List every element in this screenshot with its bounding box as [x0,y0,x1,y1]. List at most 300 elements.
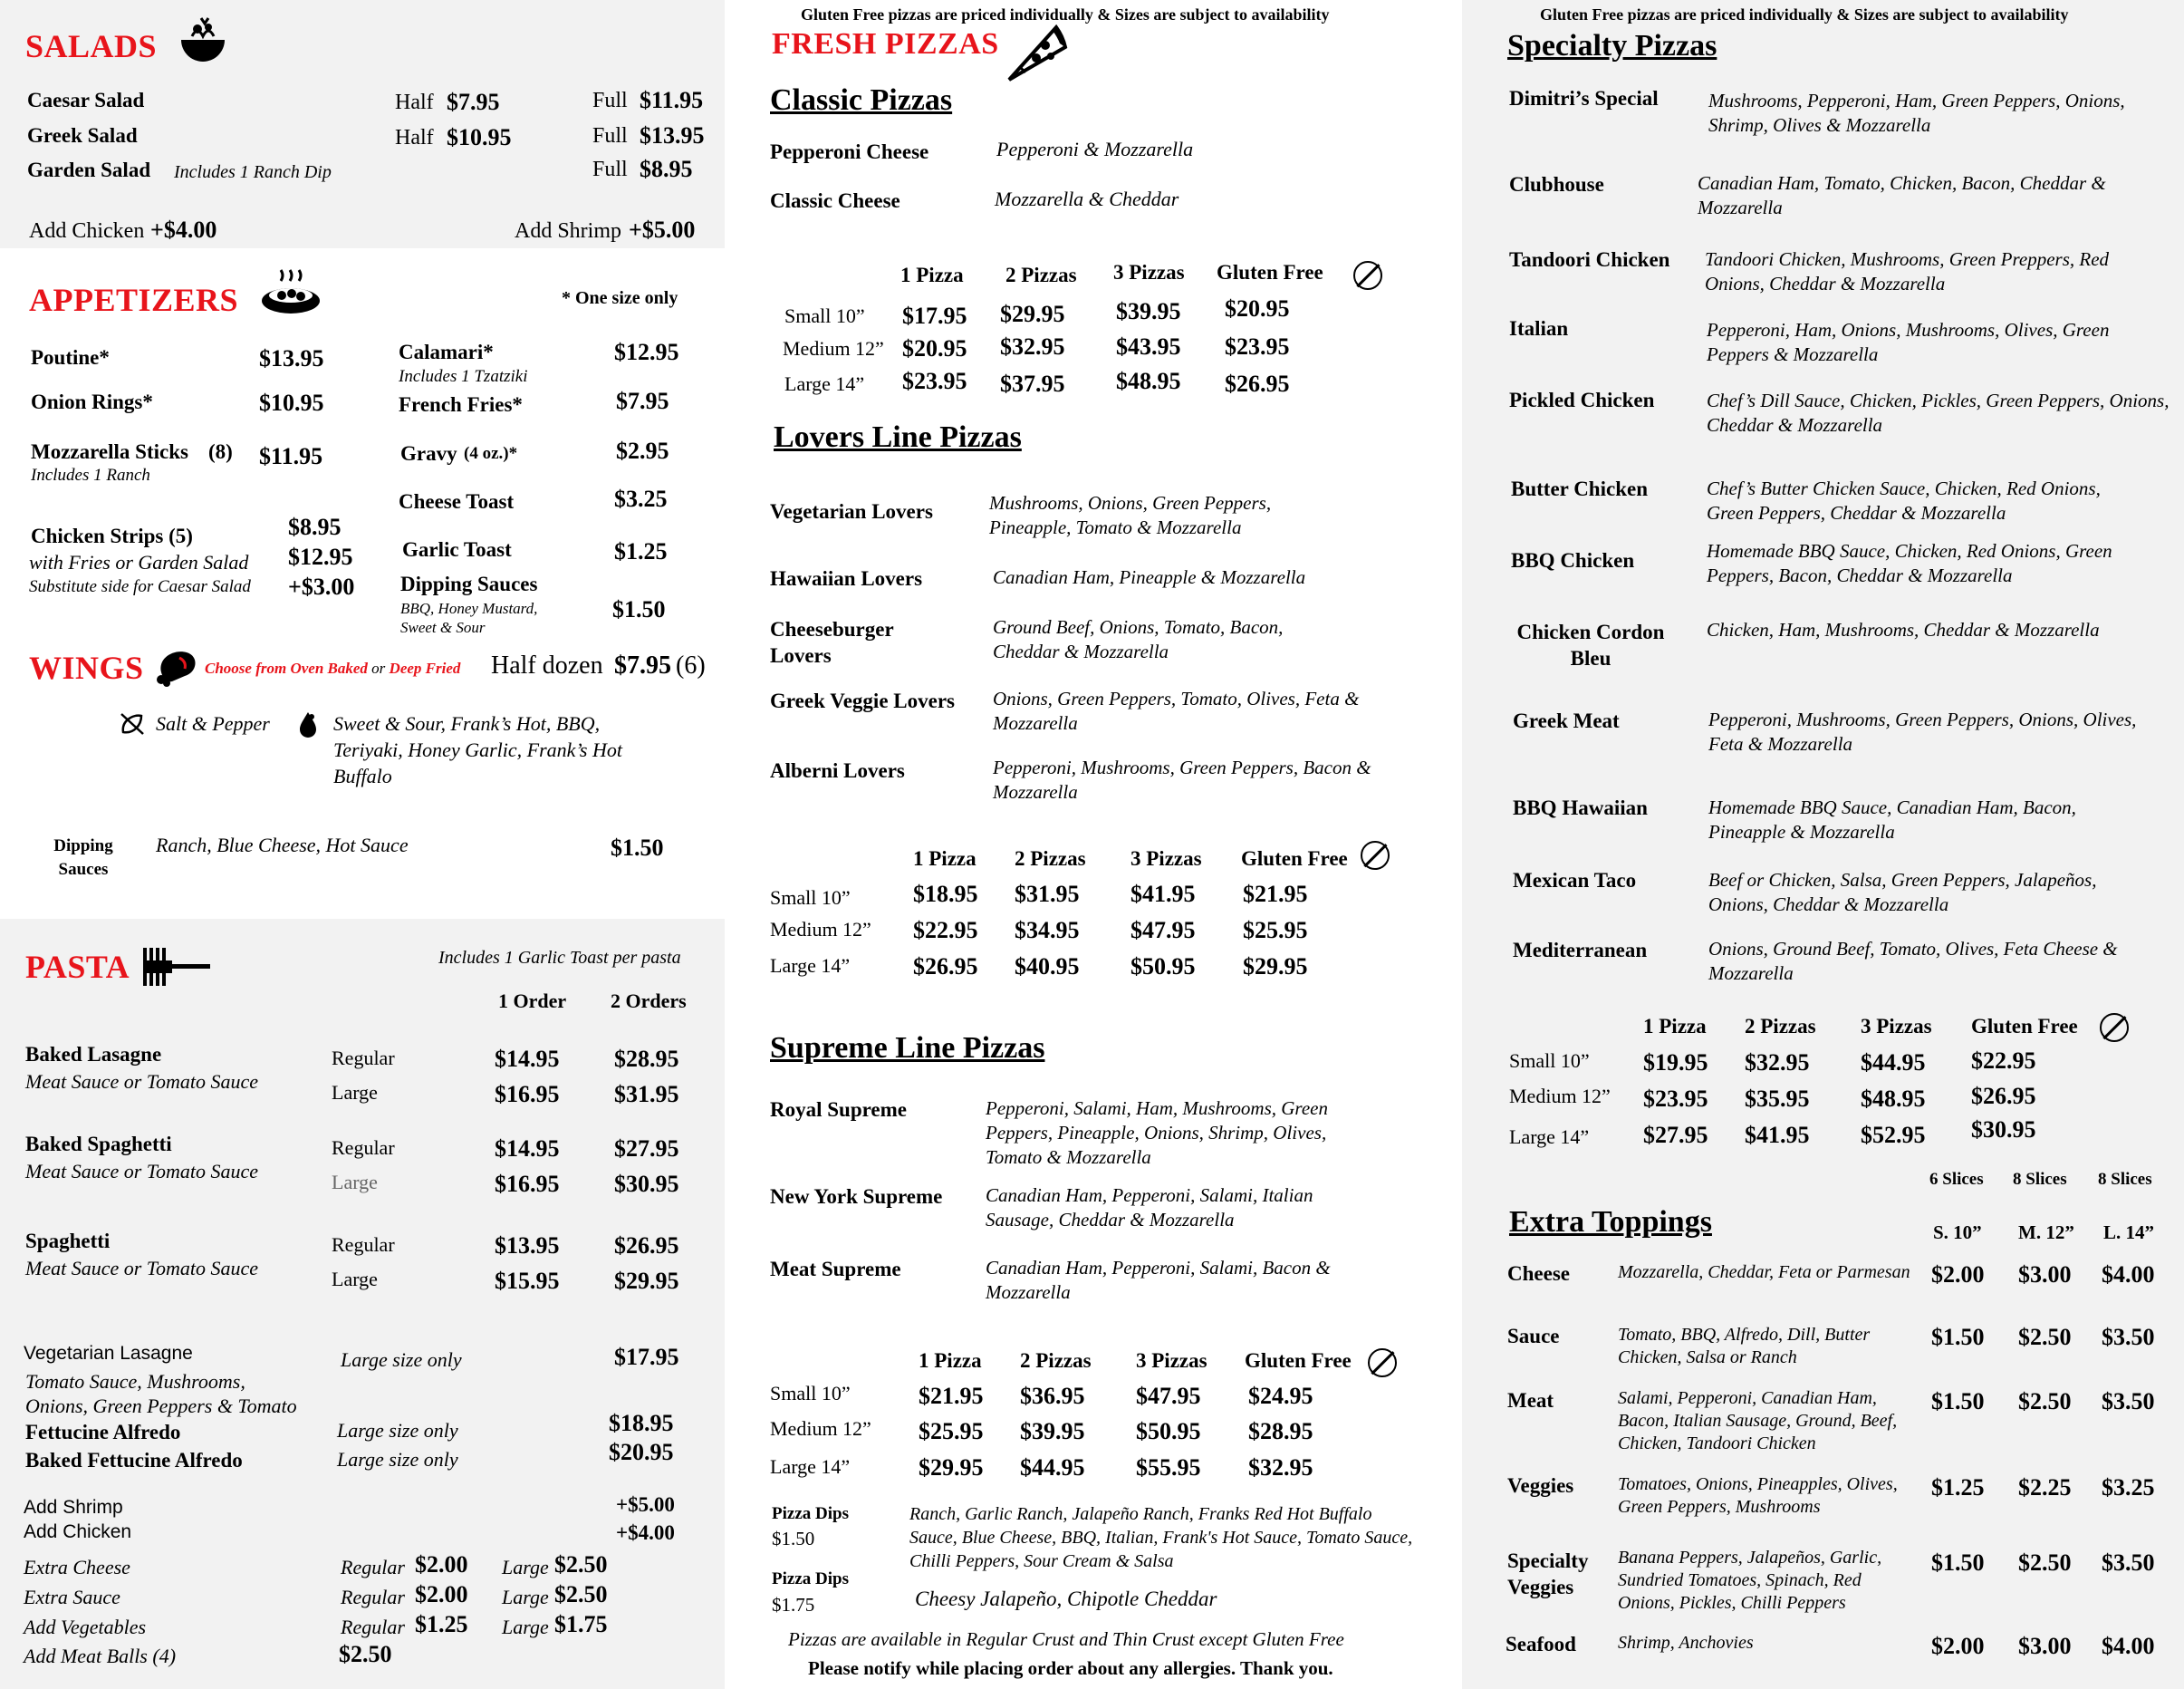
topping-size-header: L. 14” [2103,1221,2155,1243]
salad-half-price: $7.95 [447,89,500,115]
pasta-add-label: Add Chicken [24,1521,132,1542]
pasta-extra-name: Extra Cheese [24,1556,130,1578]
wings-or: or [371,660,386,677]
pizza-price: $21.95 [919,1383,984,1409]
specialty-desc: Canadian Ham, Tomato, Chicken, Bacon, Cheddar & Mozzarella [1698,172,2106,218]
price-col-header: Gluten Free [1971,1015,2078,1038]
allergy-note: Please notify while placing order about any allergies. Thank you. [808,1657,1333,1679]
topping-size-header: S. 10” [1933,1221,1982,1243]
pasta-price: $15.95 [495,1268,560,1294]
pasta-sub: Meat Sauce or Tomato Sauce [25,1160,259,1182]
salad-name: Greek Salad [27,124,138,147]
wings-dip-price: $1.50 [611,835,664,861]
appetizer-price: $11.95 [259,443,323,469]
pasta-price: $30.95 [614,1171,679,1197]
size-label: Large 14” [770,954,851,977]
pasta-sub: Meat Sauce or Tomato Sauce [25,1070,259,1093]
pasta-col-2: 2 Orders [611,989,687,1012]
pasta-extra-price: $1.25 [415,1611,468,1637]
pizza-price: $29.95 [1000,301,1065,327]
pasta-extra-name: Extra Sauce [24,1586,120,1608]
specialty-name: Chicken Cordon Bleu [1516,621,1665,670]
pizza-price: $25.95 [1243,917,1308,943]
appetizer-note: Sweet & Sour [400,619,486,636]
pasta-name: Baked Spaghetti [25,1133,172,1155]
pizza-desc: Canadian Ham, Pineapple & Mozzarella [993,566,1306,588]
pizza-slice-icon [1004,20,1069,85]
appetizer-note: Includes 1 Ranch [31,466,150,485]
pizza-price: $41.95 [1745,1122,1810,1148]
pasta-price: $26.95 [614,1232,679,1259]
topping-price: $3.00 [2018,1633,2072,1659]
pizza-desc: Pepperoni & Mozzarella [996,138,1194,160]
price-col-header: 3 Pizzas [1136,1349,1207,1372]
pizza-name: Pepperoni Cheese [770,140,929,163]
pasta-price: $29.95 [614,1268,679,1294]
wings-title: WINGS [29,650,144,686]
specialty-desc: Pepperoni, Mushrooms, Green Peppers, Onions, Olives, Feta & Mozzarella [1708,709,2137,755]
specialty-name: Clubhouse [1509,173,1604,196]
pizza-price: $28.95 [1248,1418,1313,1444]
size-label: Small 10” [1509,1049,1590,1072]
appetizer-note: BBQ, Honey Mustard, [400,600,538,617]
pizza-name: Greek Veggie Lovers [770,690,955,712]
price-col-header: 3 Pizzas [1113,261,1185,284]
topping-size-header: M. 12” [2018,1221,2074,1243]
pizza-price: $52.95 [1861,1122,1926,1148]
pizza-name: Cheeseburger Lovers [770,618,894,667]
topping-name: Sauce [1507,1325,1560,1347]
pizza-price: $55.95 [1136,1454,1201,1481]
gf-notice: Gluten Free pizzas are priced individually & Sizes are subject to availability [1540,5,2069,24]
pasta-price: $31.95 [614,1081,679,1107]
topping-price: $2.00 [1931,1633,1985,1659]
gluten-free-icon [2100,1013,2129,1042]
pasta-name: Baked Fettucine Alfredo [25,1449,243,1472]
pasta-price: $13.95 [495,1232,560,1259]
pasta-size: Large [332,1171,378,1193]
wings-price: $7.95 [614,651,671,680]
pizza-price: $50.95 [1130,953,1196,980]
price-col-header: 1 Pizza [919,1349,982,1372]
specialty-desc: Onions, Ground Beef, Tomato, Olives, Feta Cheese & Mozzarella [1708,938,2118,984]
appetizer-count: (8) [208,440,233,463]
size-label: Medium 12” [1509,1085,1611,1107]
pizza-desc: Pepperoni, Mushrooms, Green Peppers, Bacon & Mozzarella [993,757,1371,803]
pasta-name: Fettucine Alfredo [25,1421,181,1443]
pizza-name: Alberni Lovers [770,759,905,782]
appetizer-plate-icon [259,266,322,317]
pasta-price: $14.95 [495,1046,560,1072]
appetizer-price: $8.95 [288,514,342,540]
pizza-price: $47.95 [1136,1383,1201,1409]
salad-full-price: $11.95 [640,87,704,113]
topping-name: Cheese [1507,1262,1570,1285]
pizza-price: $17.95 [902,303,967,329]
salad-half-price: $10.95 [447,124,512,150]
size-label: Large 14” [1509,1125,1590,1148]
pizza-price: $34.95 [1015,917,1080,943]
pizza-price: $23.95 [1225,333,1290,360]
pizza-dips-price: $1.75 [772,1594,815,1616]
wings-count: (6) [676,651,706,680]
pizza-name: Meat Supreme [770,1258,901,1280]
pizza-price: $29.95 [919,1454,984,1481]
add-shrimp-price: +$5.00 [629,217,696,243]
pizza-desc: Ground Beef, Onions, Tomato, Bacon, Cheddar & Mozzarella [993,616,1284,662]
pasta-price: $28.95 [614,1046,679,1072]
pizza-price: $43.95 [1116,333,1181,360]
wings-dip-label: Dipping Sauces [53,836,113,879]
topping-name: Seafood [1506,1633,1576,1655]
topping-desc: Tomato, BBQ, Alfredo, Dill, Butter Chicken, Salsa or Ranch [1618,1325,1871,1367]
appetizer-name: Chicken Strips (5) [31,525,193,547]
appetizer-name: French Fries* [399,393,523,416]
topping-desc: Mozzarella, Cheddar, Feta or Parmesan [1618,1262,1910,1282]
supreme-title: Supreme Line Pizzas [770,1031,1045,1065]
pasta-extra-price: $2.50 [339,1641,392,1667]
appetizer-price: $1.25 [614,538,668,565]
veg-lasagne-sub: Onions, Green Peppers & Tomato [25,1395,297,1417]
no-sauce-icon [120,712,145,736]
wings-choose [205,660,460,678]
appetizer-note: Includes 1 Tzatziki [399,367,528,386]
pizza-price: $32.95 [1000,333,1065,360]
slices-label: 6 Slices [1929,1170,1984,1189]
size-label: Medium 12” [770,1417,871,1440]
pizza-desc: Pepperoni, Salami, Ham, Mushrooms, Green Peppers, Pineapple, Onions, Shrimp, Olives, Tomato & Mozzarella [986,1097,1328,1168]
pasta-extra-price: $2.00 [415,1581,468,1607]
pasta-col-1: 1 Order [498,989,567,1012]
salad-half-label: Half [395,126,434,150]
price-col-header: 2 Pizzas [1745,1015,1816,1038]
salad-full-label: Full [592,158,628,181]
topping-price: $3.50 [2102,1324,2155,1350]
salad-bowl-icon [178,16,228,67]
pizza-price: $39.95 [1020,1418,1085,1444]
pizza-price: $48.95 [1861,1086,1926,1112]
wings-deep: Deep Fried [389,660,461,677]
specialty-desc: Chef’s Dill Sauce, Chicken, Pickles, Green Peppers, Onions, Cheddar & Mozzarella [1707,390,2170,436]
chicken-wing-icon [154,645,201,687]
pizza-price: $26.95 [1971,1083,2036,1109]
pasta-extra-price: $2.00 [415,1551,468,1578]
specialty-name: Italian [1509,317,1569,340]
pizza-price: $20.95 [902,335,967,362]
pizza-price: $23.95 [902,368,967,394]
veg-lasagne-sub: Tomato Sauce, Mushrooms, [25,1370,245,1393]
pizza-price: $21.95 [1243,881,1308,907]
pizza-price: $32.95 [1248,1454,1313,1481]
size-label: Small 10” [784,304,865,327]
appetizer-size: (4 oz.)* [464,444,518,463]
pizza-desc: Canadian Ham, Pepperoni, Salami, Italian Sausage, Cheddar & Mozzarella [986,1184,1313,1231]
topping-price: $1.50 [1931,1549,1985,1576]
specialty-desc: Chicken, Ham, Mushrooms, Cheddar & Mozzarella [1707,619,2100,641]
pizza-desc: Canadian Ham, Pepperoni, Salami, Bacon & Mozzarella [986,1257,1331,1303]
pizza-price: $48.95 [1116,368,1181,394]
pizza-price: $50.95 [1136,1418,1201,1444]
pasta-garlic-note: Includes 1 Garlic Toast per pasta [438,948,681,968]
pasta-fork-icon [140,942,212,991]
salad-half-label: Half [395,91,434,114]
price-col-header: 1 Pizza [1643,1015,1707,1038]
pasta-name: Spaghetti [25,1230,111,1252]
specialty-title: Specialty Pizzas [1507,29,1717,63]
pizza-price: $37.95 [1000,371,1065,397]
pizza-price: $31.95 [1015,881,1080,907]
pizza-dips-label: Pizza Dips [772,1504,849,1523]
pizza-desc: Onions, Green Peppers, Tomato, Olives, Feta & Mozzarella [993,688,1360,734]
wings-dip-list: Ranch, Blue Cheese, Hot Sauce [156,834,409,856]
pasta-title: PASTA [25,949,130,985]
pasta-price: $17.95 [614,1344,679,1370]
salad-full-label: Full [592,124,628,148]
pizza-price: $22.95 [1971,1047,2036,1074]
specialty-name: Butter Chicken [1511,478,1648,500]
pasta-extra-regular: Regular [341,1586,405,1608]
specialty-desc: Mushrooms, Pepperoni, Ham, Green Peppers, Onions, Shrimp, Olives & Mozzarella [1708,90,2125,136]
topping-name: Veggies [1507,1474,1574,1497]
appetizer-note: Substitute side for Caesar Salad [29,577,251,596]
gluten-free-icon [1353,261,1382,290]
specialty-name: Pickled Chicken [1509,389,1655,411]
pasta-price: $27.95 [614,1135,679,1162]
pizza-price: $20.95 [1225,295,1290,322]
specialty-name: Dimitri’s Special [1509,87,1659,110]
pizza-price: $29.95 [1243,953,1308,980]
pizza-dips-label: Pizza Dips [772,1569,849,1588]
size-label: Large 14” [770,1455,851,1478]
salad-full-label: Full [592,89,628,112]
topping-desc: Banana Peppers, Jalapeños, Garlic, Sundried Tomatoes, Spinach, Red Onions, Pickles, Chilli Peppers [1618,1548,1882,1613]
pasta-extra-regular: Regular [341,1616,405,1638]
pizza-price: $26.95 [913,953,978,980]
topping-price: $2.50 [2018,1549,2072,1576]
specialty-desc: Beef or Chicken, Salsa, Green Peppers, Jalapeños, Onions, Cheddar & Mozzarella [1708,869,2097,915]
pizza-price: $24.95 [1248,1383,1313,1409]
pasta-size: Large [332,1081,378,1104]
salad-name: Caesar Salad [27,89,145,111]
extra-toppings-title: Extra Toppings [1509,1205,1712,1239]
topping-price: $2.00 [1931,1261,1985,1288]
appetizer-price: $12.95 [614,339,679,365]
topping-price: $3.50 [2102,1549,2155,1576]
topping-name: Meat [1507,1389,1554,1412]
fresh-pizzas-title: FRESH PIZZAS [772,27,999,61]
price-col-header: Gluten Free [1241,847,1348,870]
pizza-price: $19.95 [1643,1049,1708,1076]
pizza-price: $41.95 [1130,881,1196,907]
wings-choose-text: Choose from Oven Baked [205,660,368,677]
price-col-header: Gluten Free [1217,261,1323,284]
specialty-desc: Tandoori Chicken, Mushrooms, Green Preppers, Red Onions, Cheddar & Mozzarella [1705,248,2110,294]
pasta-extra-large: Large [502,1616,549,1638]
pasta-name: Baked Lasagne [25,1043,162,1066]
size-label: Medium 12” [770,918,871,941]
pizza-desc: Mozzarella & Cheddar [995,188,1179,210]
topping-price: $2.50 [2018,1388,2072,1414]
pasta-price: $16.95 [495,1171,560,1197]
topping-price: $3.50 [2102,1388,2155,1414]
pasta-price: $20.95 [609,1439,674,1465]
topping-price: $3.25 [2102,1474,2155,1501]
topping-price: $1.50 [1931,1388,1985,1414]
pasta-extra-name: Add Meat Balls (4) [24,1645,177,1667]
price-col-header: 3 Pizzas [1130,847,1202,870]
topping-desc: Tomatoes, Onions, Pineapples, Olives, Green Peppers, Mushrooms [1618,1474,1898,1517]
topping-price: $2.25 [2018,1474,2072,1501]
slices-label: 8 Slices [2013,1170,2067,1189]
pasta-extra-regular: Regular [341,1556,405,1578]
pasta-size: Large [332,1268,378,1290]
pizza-price: $30.95 [1971,1116,2036,1143]
pasta-add-price: +$5.00 [616,1493,675,1516]
pasta-add-price: +$4.00 [616,1521,675,1544]
specialty-name: Mediterranean [1513,939,1648,961]
specialty-desc: Chef’s Butter Chicken Sauce, Chicken, Red Onions, Green Peppers, Cheddar & Mozzarella [1707,478,2101,524]
pizza-price: $44.95 [1861,1049,1926,1076]
pasta-extra-name: Add Vegetables [24,1616,147,1638]
price-col-header: 2 Pizzas [1005,264,1077,286]
lovers-title: Lovers Line Pizzas [774,420,1022,454]
pizza-dips-price: $1.50 [772,1528,815,1549]
size-label: Large 14” [784,372,865,395]
price-col-header: 3 Pizzas [1861,1015,1932,1038]
pizza-price: $36.95 [1020,1383,1085,1409]
specialty-desc: Pepperoni, Ham, Onions, Mushrooms, Olives, Green Peppers & Mozzarella [1707,319,2110,365]
topping-price: $4.00 [2102,1261,2155,1288]
specialty-name: BBQ Chicken [1511,549,1635,572]
pasta-extra-large: Large [502,1586,549,1608]
pizza-price: $44.95 [1020,1454,1085,1481]
appetizer-price: $13.95 [259,345,324,372]
pizza-price: $26.95 [1225,371,1290,397]
appetizer-price: +$3.00 [288,574,355,600]
appetizers-title: APPETIZERS [29,282,239,318]
wings-sauce-flavors: Sweet & Sour, Frank’s Hot, BBQ, Teriyaki, Honey Garlic, Frank’s Hot Buffalo [333,712,622,787]
appetizer-price: $12.95 [288,544,353,570]
appetizer-note: with Fries or Garden Salad [29,551,249,574]
pizza-price: $22.95 [913,917,978,943]
topping-price: $1.50 [1931,1324,1985,1350]
pasta-size-note: Large size only [337,1448,458,1471]
size-label: Medium 12” [783,337,884,360]
wings-half-dozen: Half dozen [491,651,603,680]
appetizer-name: Gravy [400,442,457,465]
appetizer-price: $7.95 [616,388,669,414]
salad-full-price: $8.95 [640,156,693,182]
pizza-price: $18.95 [913,881,978,907]
crust-note: Pizzas are available in Regular Crust and Thin Crust except Gluten Free [788,1628,1344,1650]
pizza-price: $27.95 [1643,1122,1708,1148]
sauce-drop-icon [297,710,319,738]
pasta-size: Regular [332,1047,395,1069]
appetizer-name: Garlic Toast [402,538,512,561]
pizza-price: $47.95 [1130,917,1196,943]
specialty-name: BBQ Hawaiian [1513,796,1648,819]
salad-name: Garden Salad [27,159,151,181]
topping-price: $1.25 [1931,1474,1985,1501]
add-chicken-price: +$4.00 [150,217,217,243]
pasta-add-label: Add Shrimp [24,1497,123,1518]
gluten-free-icon [1368,1348,1397,1377]
classic-title: Classic Pizzas [770,83,953,117]
price-col-header: 1 Pizza [900,264,964,286]
pizza-name: Hawaiian Lovers [770,567,923,590]
size-label: Small 10” [770,886,851,909]
specialty-name: Tandoori Chicken [1509,248,1670,271]
veg-lasagne-name: Vegetarian Lasagne [24,1343,193,1364]
pasta-size-note: Large size only [337,1419,458,1442]
pasta-extra-price: $1.75 [554,1611,608,1637]
pasta-size: Regular [332,1136,395,1159]
pizza-name: New York Supreme [770,1185,943,1208]
pizza-name: Vegetarian Lovers [770,500,933,523]
price-col-header: 2 Pizzas [1020,1349,1092,1372]
salad-note: Includes 1 Ranch Dip [174,162,332,182]
appetizer-name: Poutine* [31,346,110,369]
salad-full-price: $13.95 [640,122,705,149]
pasta-price: $18.95 [609,1410,674,1436]
topping-price: $3.00 [2018,1261,2072,1288]
pizza-name: Classic Cheese [770,189,900,212]
pizza-price: $23.95 [1643,1086,1708,1112]
pasta-price: $14.95 [495,1135,560,1162]
topping-price: $2.50 [2018,1324,2072,1350]
appetizer-name: Mozzarella Sticks [31,440,188,463]
price-col-header: 2 Pizzas [1015,847,1086,870]
pizza-name: Royal Supreme [770,1098,907,1121]
gluten-free-icon [1361,841,1390,870]
pizza-price: $25.95 [919,1418,984,1444]
gf-notice: Gluten Free pizzas are priced individually & Sizes are subject to availability [801,5,1330,24]
pasta-size: Regular [332,1233,395,1256]
appetizer-name: Calamari* [399,341,494,363]
size-label: Small 10” [770,1382,851,1404]
price-col-header: 1 Pizza [913,847,977,870]
pizza-price: $32.95 [1745,1049,1810,1076]
pasta-sub: Meat Sauce or Tomato Sauce [25,1257,259,1279]
pizza-desc: Mushrooms, Onions, Green Peppers, Pineapple, Tomato & Mozzarella [989,492,1272,538]
topping-price: $4.00 [2102,1633,2155,1659]
slices-label: 8 Slices [2098,1170,2152,1189]
specialty-desc: Homemade BBQ Sauce, Canadian Ham, Bacon, Pineapple & Mozzarella [1708,796,2076,843]
add-chicken-label: Add Chicken [29,219,145,243]
pasta-extra-price: $2.50 [554,1581,608,1607]
pasta-size-note: Large size only [341,1348,462,1371]
appetizer-price: $10.95 [259,390,324,416]
specialty-desc: Homemade BBQ Sauce, Chicken, Red Onions, Green Peppers, Bacon, Cheddar & Mozzarella [1707,540,2112,586]
appetizer-price: $3.25 [614,486,668,512]
one-size-note: * One size only [562,288,678,308]
topping-desc: Salami, Pepperoni, Canadian Ham, Bacon, Italian Sausage, Ground, Beef, Chicken, Tandoori Chicken [1618,1388,1898,1453]
specialty-name: Mexican Taco [1513,869,1637,892]
topping-desc: Shrimp, Anchovies [1618,1633,1754,1653]
pizza-price: $39.95 [1116,298,1181,324]
appetizer-name: Dipping Sauces [400,573,538,595]
pizza-dips-list: Ranch, Garlic Ranch, Jalapeño Ranch, Franks Red Hot Buffalo Sauce, Blue Cheese, BBQ, Italian, Frank's Hot Sauce, Tomato Sauce, Chilli Peppers, Sour Cream & Salsa [909,1504,1413,1571]
add-shrimp-label: Add Shrimp [515,219,622,243]
price-col-header: Gluten Free [1245,1349,1352,1372]
pizza-dips-list: Cheesy Jalapeño, Chipotle Cheddar [915,1588,1217,1610]
pasta-extra-price: $2.50 [554,1551,608,1578]
pasta-extra-large: Large [502,1556,549,1578]
pizza-price: $35.95 [1745,1086,1810,1112]
wings-dry-flavor: Salt & Pepper [156,712,270,735]
specialty-name: Greek Meat [1513,709,1620,732]
appetizer-price: $2.95 [616,438,669,464]
